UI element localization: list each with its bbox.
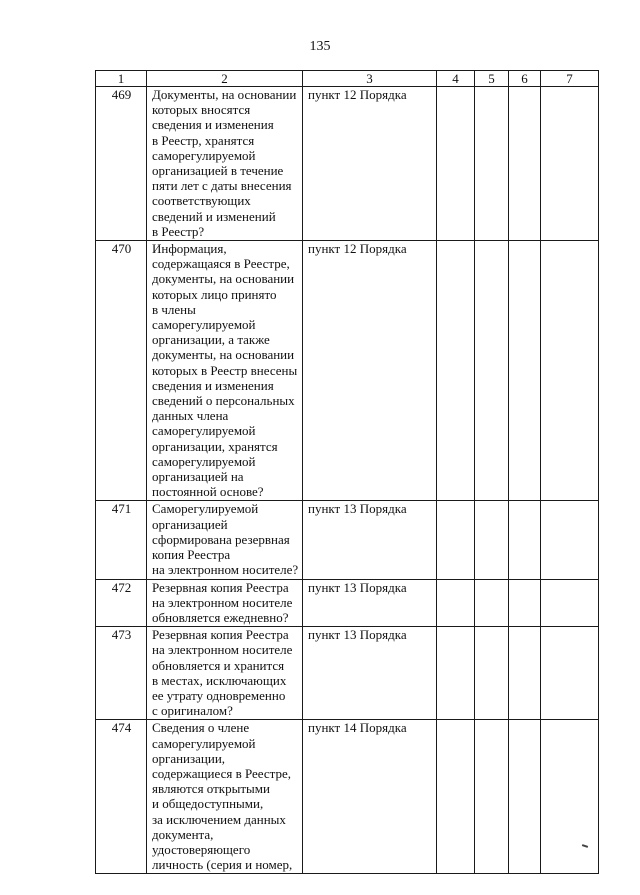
requirement-text-line: организации, хранятся xyxy=(152,438,278,454)
requirement-text-line: соответствующих xyxy=(152,193,251,209)
empty-cell-col-6 xyxy=(509,720,541,874)
requirement-text-line: обновляется ежедневно? xyxy=(152,609,289,625)
requirement-text-line: организации, а также xyxy=(152,332,270,348)
empty-cell-col-4 xyxy=(437,501,475,579)
requirement-text-line: данных члена xyxy=(152,408,229,424)
legal-reference: пункт 14 Порядка xyxy=(303,720,437,874)
requirement-text-line: организацией на xyxy=(152,469,244,485)
column-header-4: 4 xyxy=(437,71,475,87)
legal-reference: пункт 13 Порядка xyxy=(303,501,437,579)
legal-reference: пункт 13 Порядка xyxy=(303,627,437,720)
empty-cell-col-6 xyxy=(509,241,541,501)
requirement-text-line: личность (серия и номер, xyxy=(152,857,293,873)
requirement-text-line: саморегулируемой xyxy=(152,735,256,751)
row-number: 469 xyxy=(96,87,147,241)
empty-cell-col-7 xyxy=(541,241,599,501)
row-number: 471 xyxy=(96,501,147,579)
requirement-text-line: пяти лет с даты внесения xyxy=(152,178,292,194)
empty-cell-col-5 xyxy=(475,241,509,501)
requirement-text-line: на электронном носителе? xyxy=(152,562,299,578)
legal-reference: пункт 13 Порядка xyxy=(303,579,437,627)
empty-cell-col-7 xyxy=(541,501,599,579)
empty-cell-col-6 xyxy=(509,579,541,627)
requirement-text-line: в местах, исключающих xyxy=(152,672,287,688)
table-row xyxy=(96,87,599,241)
page-number: 135 xyxy=(309,39,331,54)
requirement-text-line: обновляется и хранится xyxy=(152,657,285,673)
empty-cell-col-5 xyxy=(475,87,509,241)
requirement-text-line: сведения и изменения xyxy=(152,377,274,393)
requirement-text xyxy=(147,241,303,501)
empty-cell-col-7 xyxy=(541,579,599,627)
requirement-text-line: саморегулируемой xyxy=(152,453,256,469)
table-row xyxy=(96,579,599,627)
requirement-text-line: за исключением данных xyxy=(152,811,286,827)
requirement-text-line: постоянной основе? xyxy=(152,484,264,500)
table-row xyxy=(96,627,599,720)
empty-cell-col-4 xyxy=(437,579,475,627)
requirement-text-line: сведений о персональных xyxy=(152,393,295,409)
empty-cell-col-7 xyxy=(541,627,599,720)
empty-cell-col-5 xyxy=(475,501,509,579)
column-header-5: 5 xyxy=(475,71,509,87)
empty-cell-col-7 xyxy=(541,87,599,241)
requirement-text-line: Сведения о члене xyxy=(152,720,250,736)
requirements-table xyxy=(95,70,599,874)
requirement-text-line: содержащаяся в Реестре, xyxy=(152,256,290,272)
empty-cell-col-4 xyxy=(437,720,475,874)
empty-cell-col-7 xyxy=(541,720,599,874)
requirement-text-line: являются открытыми xyxy=(152,781,270,797)
legal-reference: пункт 12 Порядка xyxy=(303,87,437,241)
requirement-text xyxy=(147,579,303,627)
legal-reference: пункт 12 Порядка xyxy=(303,241,437,501)
requirement-text-line: саморегулируемой xyxy=(152,147,256,163)
requirement-text xyxy=(147,87,303,241)
requirement-text-line: удостоверяющего xyxy=(152,841,251,857)
requirement-text-line: Информация, xyxy=(152,241,227,257)
requirement-text-line: организацией xyxy=(152,516,228,532)
requirement-text-line: документа, xyxy=(152,826,214,842)
requirement-text-line: организации, xyxy=(152,750,226,766)
requirement-text-line: сведений и изменений xyxy=(152,208,276,224)
requirement-text-line: документы, на основании xyxy=(152,271,295,287)
requirement-text-line: в Реестр, хранятся xyxy=(152,132,255,148)
requirement-text-line: с оригиналом? xyxy=(152,703,233,719)
requirement-text-line: документы, на основании xyxy=(152,347,295,363)
requirement-text-line: саморегулируемой xyxy=(152,423,256,439)
requirement-text-line: содержащиеся в Реестре, xyxy=(152,765,292,781)
empty-cell-col-4 xyxy=(437,241,475,501)
requirement-text xyxy=(147,720,303,874)
column-header-7: 7 xyxy=(541,71,599,87)
column-header-2: 2 xyxy=(147,71,303,87)
requirement-text-line: ее утрату одновременно xyxy=(152,687,286,703)
empty-cell-col-6 xyxy=(509,87,541,241)
empty-cell-col-6 xyxy=(509,627,541,720)
table-row xyxy=(96,501,599,579)
requirement-text-line: Резервная копия Реестра xyxy=(152,579,289,595)
header-row xyxy=(96,71,599,87)
requirement-text-line: и общедоступными, xyxy=(152,796,264,812)
requirement-text-line: Документы, на основании xyxy=(152,87,297,102)
requirement-text-line: Резервная копия Реестра xyxy=(152,627,289,643)
table-row xyxy=(96,720,599,874)
requirement-text-line: на электронном носителе xyxy=(152,594,293,610)
row-number: 474 xyxy=(96,720,147,874)
requirement-text xyxy=(147,501,303,579)
requirement-text-line: в члены xyxy=(152,301,196,317)
requirement-text-line: Саморегулируемой xyxy=(152,501,259,517)
requirement-text-line: которых в Реестр внесены xyxy=(152,362,298,378)
requirement-text-line: которых вносятся xyxy=(152,102,251,118)
requirement-text-line: саморегулируемой xyxy=(152,317,256,333)
column-header-1: 1 xyxy=(96,71,147,87)
row-number: 470 xyxy=(96,241,147,501)
requirement-text-line: на электронном носителе xyxy=(152,642,293,658)
column-header-3: 3 xyxy=(303,71,437,87)
row-number: 472 xyxy=(96,579,147,627)
empty-cell-col-5 xyxy=(475,627,509,720)
requirement-text-line: организацией в течение xyxy=(152,163,284,179)
column-header-6: 6 xyxy=(509,71,541,87)
requirement-text-line: сформирована резервная xyxy=(152,531,290,547)
table-row xyxy=(96,241,599,501)
empty-cell-col-5 xyxy=(475,579,509,627)
requirement-text-line: копия Реестра xyxy=(152,547,231,563)
requirement-text-line: в Реестр? xyxy=(152,223,205,239)
empty-cell-col-6 xyxy=(509,501,541,579)
requirement-text-line: сведения и изменения xyxy=(152,117,274,133)
empty-cell-col-4 xyxy=(437,627,475,720)
requirement-text-line: которых лицо принято xyxy=(152,286,277,302)
empty-cell-col-5 xyxy=(475,720,509,874)
empty-cell-col-4 xyxy=(437,87,475,241)
requirement-text xyxy=(147,627,303,720)
row-number: 473 xyxy=(96,627,147,720)
